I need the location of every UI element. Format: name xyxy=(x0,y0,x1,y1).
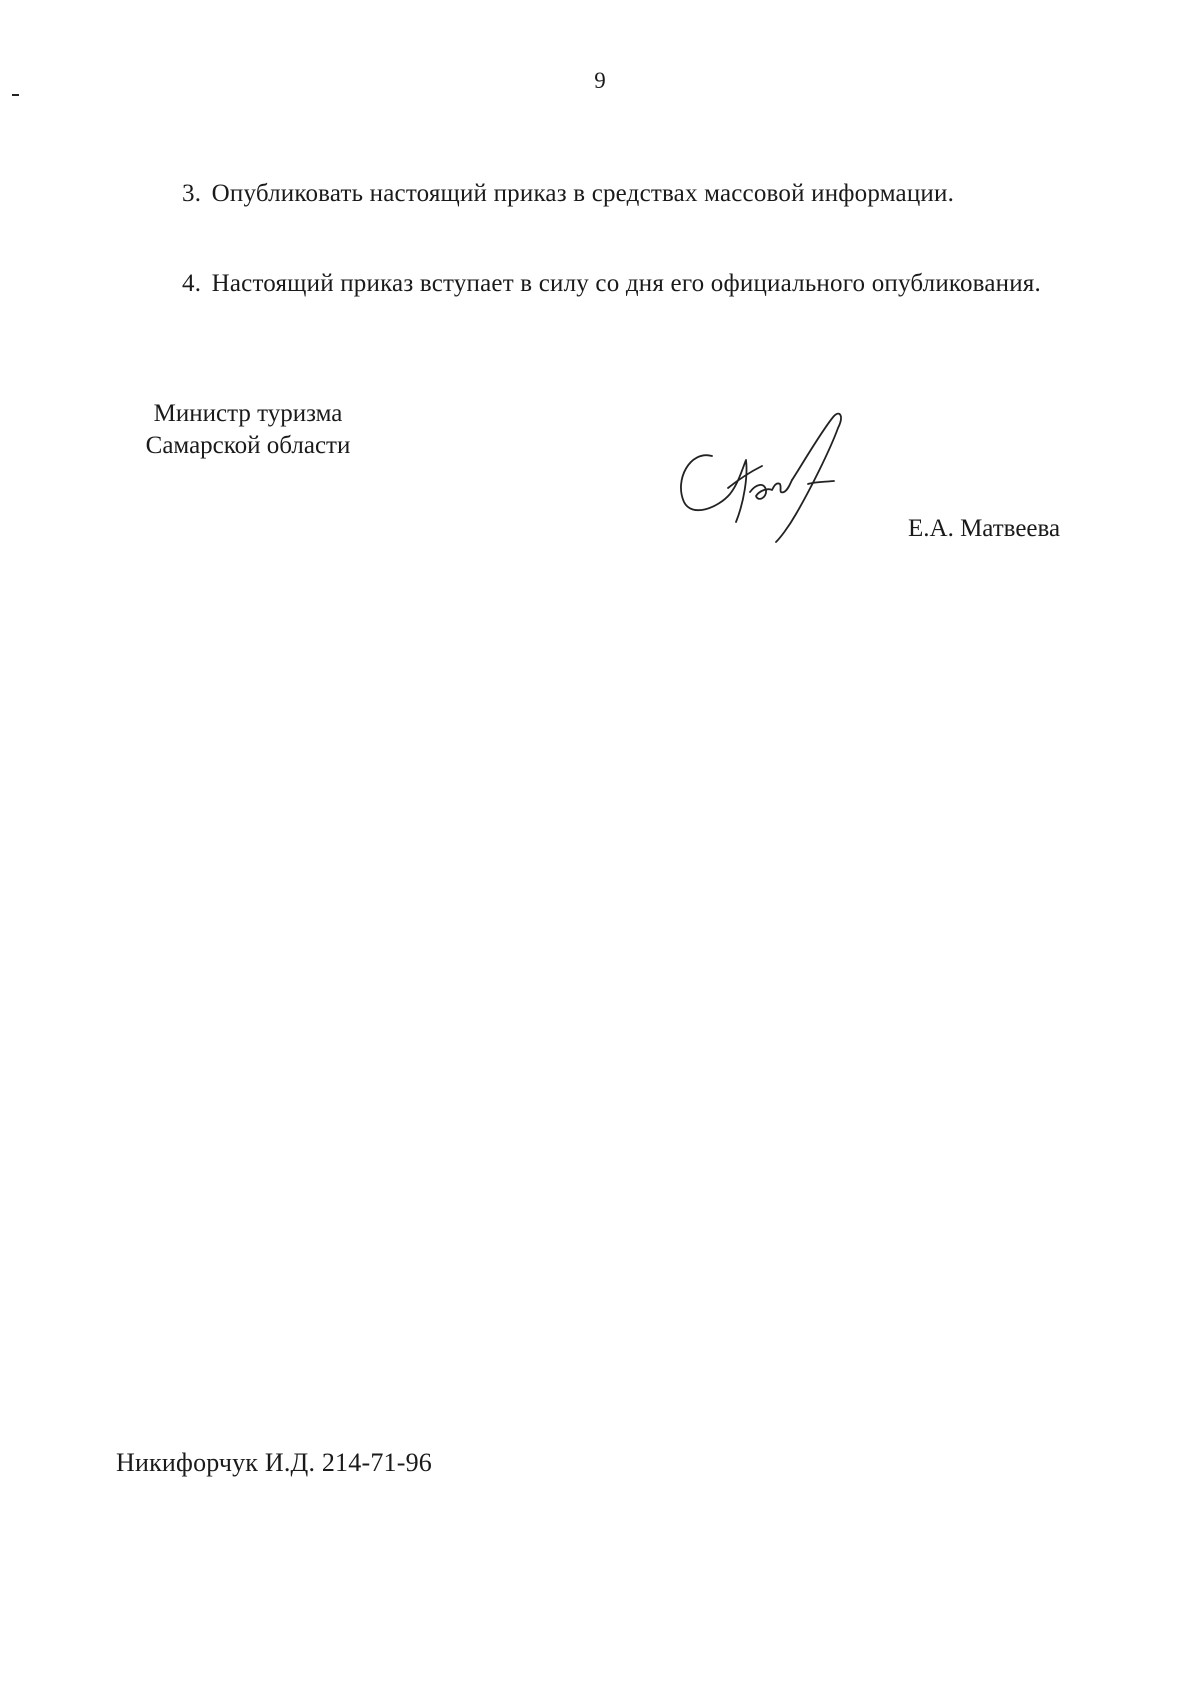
executor-contact: Никифорчук И.Д. 214-71-96 xyxy=(116,1448,432,1477)
paragraph-4-text: Настоящий приказ вступает в силу со дня его официального опубликования. xyxy=(211,270,1041,297)
signer-position xyxy=(118,398,378,462)
margin-mark xyxy=(12,94,19,96)
paragraph-4 xyxy=(118,263,1166,304)
paragraph-3-number: 3. xyxy=(182,180,202,207)
signer-position-line1: Министр туризма xyxy=(153,400,343,427)
paragraph-3-text: Опубликовать настоящий приказ в средствах массовой информации. xyxy=(211,180,955,207)
signer-position-line2: Самарской области xyxy=(145,432,351,459)
paragraph-4-number: 4. xyxy=(182,270,202,297)
signer-name: Е.А. Матвеева xyxy=(908,515,1061,542)
paragraph-3 xyxy=(118,173,1166,214)
page-number: 9 xyxy=(594,68,606,93)
handwritten-signature xyxy=(672,410,892,570)
